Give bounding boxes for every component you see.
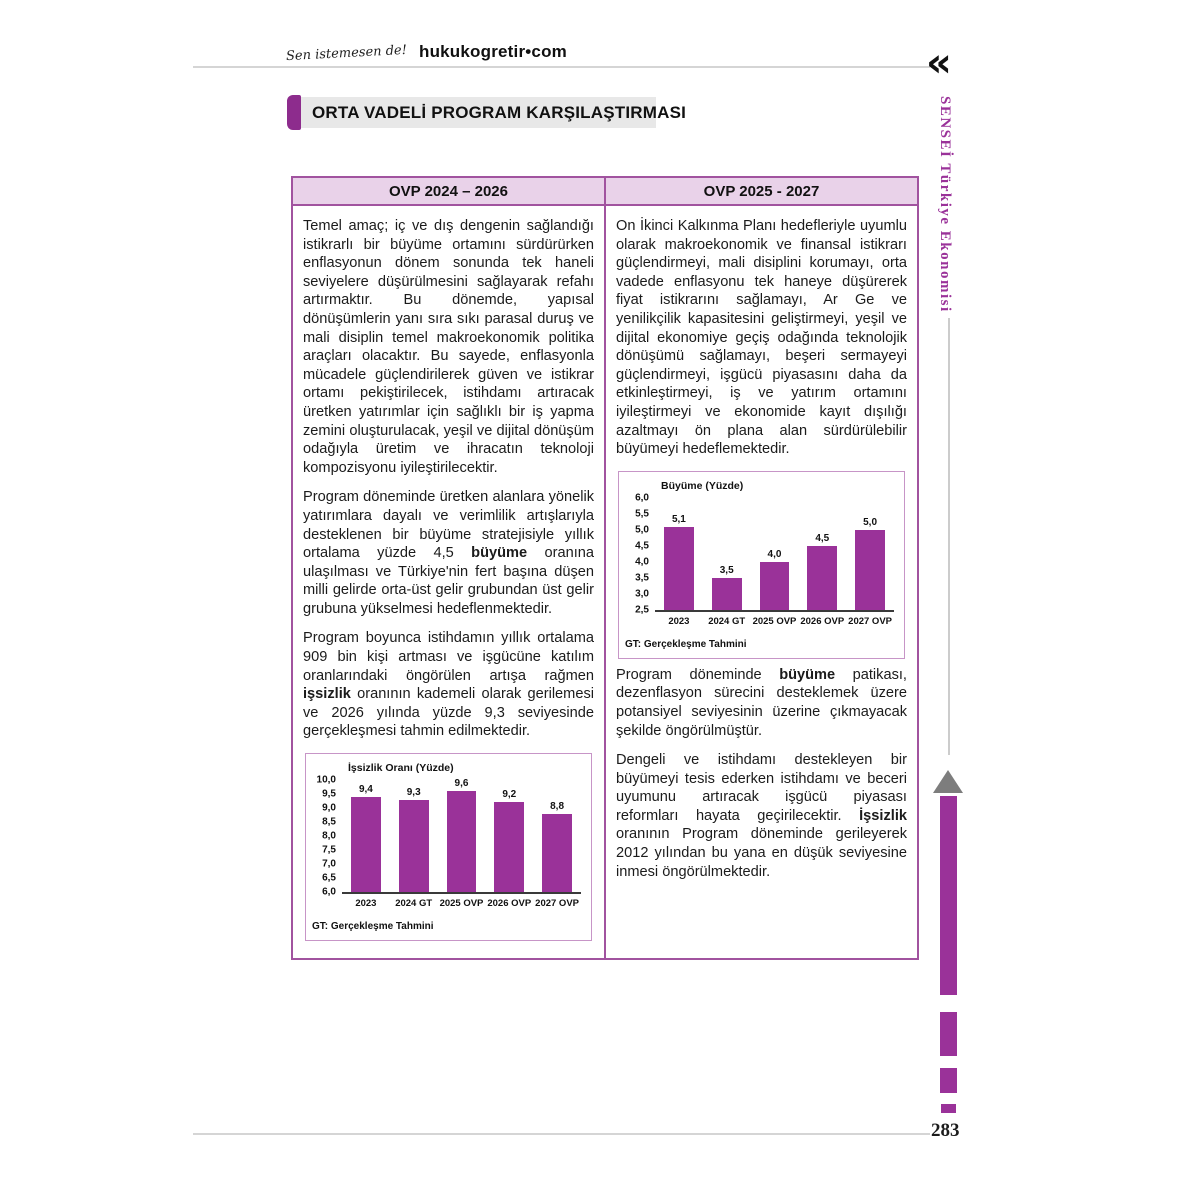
y-tick-label: 9,0 [322,802,336,814]
double-chevron-left-icon: « [926,40,952,86]
x-tick-label: 2025 OVP [752,615,797,627]
paragraph [616,217,907,459]
section-title-banner [288,97,687,128]
bar [542,814,572,892]
chapter-vertical-label: SENSEİ Türkiye Ekonomisi [937,96,953,313]
y-tick-label: 6,5 [322,872,336,884]
brand-slogan: Sen istemesen de! [285,42,408,65]
y-tick-label: 6,0 [322,886,336,898]
bar-column [438,780,486,892]
text-run: Program döneminde üretken alanlara yönelik yatırımlara dayalı ve verimlilik artışlarıyla desteklenen bir büyüme stratejisiyle yıllık ortalama yüzde 4,5 [303,489,594,562]
sidebar-progress-bar [940,1068,957,1093]
y-tick-label: 10,0 [316,774,336,786]
bar-value-label: 3,5 [719,564,734,576]
x-tick-label: 2027 OVP [848,615,892,627]
bar [447,791,477,892]
chart-x-labels [342,894,581,909]
bar-value-label: 9,6 [454,778,469,790]
bar-column [798,498,846,610]
paragraph [616,666,907,740]
bold-text: İşsizlik [859,807,907,824]
text-run: oranının Program döneminde gerileyerek 2012 yılından bu yana en düşük seviyesine inmesi öngörülmektedir. [616,826,907,880]
bar [494,802,524,892]
paragraph [303,217,594,477]
bar [712,578,742,610]
bar [399,800,429,892]
y-tick-label: 3,5 [635,572,649,584]
page-number: 283 [931,1120,960,1141]
column-header-ovp-2024-2026: OVP 2024 – 2026 [389,182,508,200]
bar-column [703,498,751,610]
bold-text: büyüme [471,545,528,562]
bold-text: büyüme [779,666,836,683]
text-run: On İkinci Kalkınma Planı hedefleriyle uyumlu olarak makroekonomik ve finansal istikrarı güçlendirmeyi, mali disiplini korumayı, orta vadede enflasyonu tek haneye düşürerek fiyat istikrarını sağlamayı, Ar Ge ve yenilikçilik kapasitesini geliştirmeyi, yeşil ve dijital ekonomiye geçiş odağında teknolojik dönüşümü sağlamayı, beşeri sermayeyi güçlendirmeyi, işgücü piyasasını daha da etkinleştirmeyi, iş ve yatırım ortamını iyileştirmeyi ve ekonomide kayıt dışılığı azaltmayı ön plana alan sürdürülebilir büyümeyi hedeflemektedir. [616,218,907,458]
x-tick-label: 2024 GT [708,615,746,627]
bar-column [390,780,438,892]
y-tick-label: 3,0 [635,588,649,600]
bar-value-label: 4,5 [815,532,830,544]
y-tick-label: 4,5 [635,540,649,552]
bar [351,797,381,892]
x-tick-label: 2023 [355,898,377,910]
title-accent-tab [287,95,301,130]
x-tick-label: 2023 [668,615,690,627]
y-tick-label: 9,5 [322,788,336,800]
text-run: Dengeli ve istihdamı destekleyen bir büyümeyi tesis ederken istihdamı ve beceri uyumunu artıracak işgücü piyasası reformları hayata geçirilecektir. [616,752,907,824]
text-run: oranına ulaşılması ve Türkiye'nin fert başına düşen milli gelirde orta-üst gelir grubundan üst gelir grubuna yükselmesi hedeflenmektedir. [303,545,594,617]
chart-plot-area [655,498,894,612]
bar-value-label: 9,3 [406,786,421,798]
text-run: Program boyunca istihdamın yıllık ortalama 909 bin kişi artması ve işgücüne katılım oranlarındaki öngörülen artışa rağmen [303,630,594,684]
triangle-up-icon [933,770,963,793]
text-run: patikası, dezenflasyon sürecini desteklemek üzere potansiyel seviyesinin üzerine çıkmayacak şekilde öngörülmüştür. [616,666,907,739]
bar [855,530,885,610]
bar-value-label: 5,1 [671,513,686,525]
text-run: Program döneminde [616,666,780,683]
top-divider [193,66,930,68]
x-tick-label: 2026 OVP [487,898,532,910]
chart-x-labels [655,612,894,627]
bar-column [342,780,390,892]
y-tick-label: 5,0 [635,524,649,536]
bar-value-label: 9,4 [358,783,373,795]
paragraph [303,488,594,618]
column-header-ovp-2025-2027: OVP 2025 - 2027 [604,178,917,204]
bar-column [655,498,703,610]
paragraph [616,751,907,881]
x-tick-label: 2024 GT [395,898,433,910]
bar-column [485,780,533,892]
comparison-table [291,176,919,960]
sidebar-divider-line [948,318,950,755]
paragraph [303,629,594,741]
text-run: Temel amaç; iç ve dış dengenin sağlandığı istikrarlı bir büyüme ortamını sürdürürken enflasyonun dönem sonunda tek haneli seviyelere düşürülmesini sağlayarak refahı artırmaktır. Bu dönemde, yapısal dönüşümlerin yanı sıra sıkı parasal duruş ve mali disiplin temel makroekonomik politika araçları olacaktır. Bu sayede, enflasyonla mücadele güçlendirilerek güven ve istikrar ortamı pekiştirilecek, istihdamı artıracak üretken yatırımlar için sağlıklı bir iş yapma zemini oluşturulacak, yeşil ve dijital dönüşüm odağıyla üretim ve ihracatın teknoloji kompozisyonu iyileştirilecektir. [303,218,594,476]
text-run: oranının kademeli olarak gerilemesi ve 2026 yılında yüzde 9,3 seviyesinde gerçekleşmesi tahmin edilmektedir. [303,686,594,740]
chart-title: İşsizlik Oranı (Yüzde) [348,762,454,775]
chart-y-axis [623,492,655,616]
bar-column [846,498,894,610]
bottom-divider [193,1133,930,1135]
y-tick-label: 8,0 [322,830,336,842]
sidebar-progress-bar [940,1012,957,1056]
y-tick-label: 2,5 [635,604,649,616]
chart-body [310,774,581,898]
y-tick-label: 7,0 [322,858,336,870]
bar-value-label: 9,2 [502,789,517,801]
y-tick-label: 5,5 [635,508,649,520]
bar [807,546,837,610]
bar-column [533,780,581,892]
bar [664,527,694,610]
table-cell-left [293,206,604,958]
bar-chart [618,471,905,659]
brand-logo [285,42,567,65]
chart-title: Büyüme (Yüzde) [661,479,744,492]
chart-footnote: GT: Gerçekleşme Tahmini [312,921,434,933]
table-cell-right [604,206,917,958]
bar-value-label: 5,0 [863,516,878,528]
bar-chart [305,753,592,941]
y-tick-label: 4,0 [635,556,649,568]
chart-footnote: GT: Gerçekleşme Tahmini [625,638,747,650]
x-tick-label: 2026 OVP [800,615,845,627]
chart-y-axis [310,774,342,898]
sidebar-progress-bar [941,1104,956,1113]
page-title: ORTA VADELİ PROGRAM KARŞILAŞTIRMASI [312,102,687,122]
bar-column [751,498,799,610]
bar-value-label: 8,8 [550,800,565,812]
bar-value-label: 4,0 [767,548,782,560]
table-body-row [293,206,917,958]
brand-name: hukukogretir•com [418,42,567,61]
x-tick-label: 2027 OVP [535,898,579,910]
y-tick-label: 6,0 [635,492,649,504]
y-tick-label: 8,5 [322,816,336,828]
y-tick-label: 7,5 [322,844,336,856]
sidebar-progress-bar [940,796,957,995]
chart-body [623,492,894,616]
table-header-row [293,178,917,206]
bar [760,562,790,610]
chart-plot-area [342,780,581,894]
bold-text: işsizlik [303,686,351,703]
x-tick-label: 2025 OVP [439,898,484,910]
